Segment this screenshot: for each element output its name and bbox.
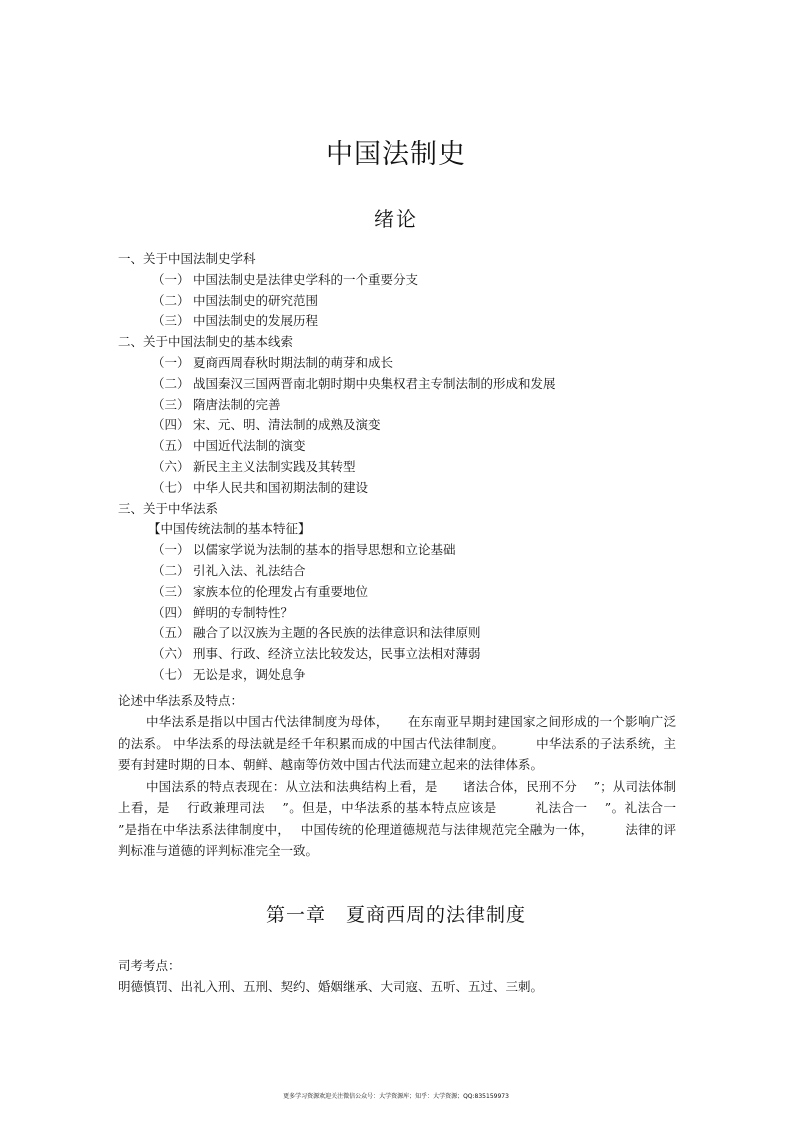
outline-item-text: 引礼入法、礼法结合 xyxy=(193,562,306,578)
outline-item xyxy=(118,519,678,540)
outline-item-text: 中国法制史的发展历程 xyxy=(193,313,319,329)
outline-item-number: （五） xyxy=(152,438,190,454)
outline-item xyxy=(118,395,678,416)
chapter-title: 第一章 夏商西周的法律制度 xyxy=(265,904,526,926)
outline-item-number: （三） xyxy=(152,396,190,412)
outline-item-number: （六） xyxy=(152,646,190,662)
exam-points-heading: 司考考点： xyxy=(118,958,181,973)
outline-item-text: 融合了以汉族为主题的各民族的法律意识和法律原则 xyxy=(193,625,481,641)
outline-item-number: （二） xyxy=(152,375,190,391)
outline-item-number: （五） xyxy=(152,625,190,641)
outline-item-text: 隋唐法制的完善 xyxy=(193,396,281,412)
section-title-introduction: 绪论 xyxy=(374,207,418,231)
outline-item xyxy=(118,478,678,499)
outline-heading xyxy=(118,332,678,353)
exam-points-list: 明德慎罚、出礼入刑、五刑、契约、婚姻继承、大司寇、五听、五过、三刺。 xyxy=(118,979,544,994)
essay-paragraph: 中国法系的特点表现在：从立法和法典结构上看，是 诸法合体，民刑不分 ”；从司法体制上看，是 行政兼理司法 ”。但是，中华法系的基本特点应该是 礼法合一 ”。礼法合一 ”是指在中华法系法律制度中， 中国传统的伦理道德规范与法律规范完全融为一体， 法律的评判标准与道德的评判标准完全一致。 xyxy=(118,778,693,858)
outline-item-text: 一、关于中国法制史学科 xyxy=(118,251,256,266)
outline-item-number: （七） xyxy=(152,479,190,495)
outline-item xyxy=(118,291,678,312)
outline-item-text: 中国近代法制的演变 xyxy=(193,438,306,454)
document-title: 中国法制史 xyxy=(326,139,466,170)
outline-item-text: 以儒家学说为法制的基本的指导思想和立论基础 xyxy=(193,542,456,558)
outline-item xyxy=(118,374,678,395)
outline-item-number: （三） xyxy=(152,583,190,599)
outline-item-number: （二） xyxy=(152,562,190,578)
outline-item-number: （七） xyxy=(152,666,190,682)
outline-heading xyxy=(118,499,678,520)
outline-item-number: （一） xyxy=(152,354,190,370)
outline-item xyxy=(118,582,678,603)
outline-item xyxy=(118,603,678,624)
essay-section xyxy=(118,690,693,862)
outline-item xyxy=(118,644,678,665)
outline-item xyxy=(118,561,678,582)
outline-item-text: 战国秦汉三国两晋南北朝时期中央集权君主专制法制的形成和发展 xyxy=(193,375,556,391)
outline-item-text: 夏商西周春秋时期法制的萌芽和成长 xyxy=(193,354,394,370)
outline-item-number: （一） xyxy=(152,542,190,558)
outline-item-text: 二、关于中国法制史的基本线索 xyxy=(118,334,294,350)
outline-item xyxy=(118,415,678,436)
outline-item xyxy=(118,665,678,686)
outline-item-text: 中华人民共和国初期法制的建设 xyxy=(193,479,369,495)
outline-item-text: 三、关于中华法系 xyxy=(118,500,219,516)
outline-item xyxy=(118,436,678,457)
outline-list xyxy=(118,249,678,686)
outline-item-number: （二） xyxy=(152,292,190,308)
essay-heading: 论述中华法系及特点： xyxy=(118,693,244,708)
outline-heading xyxy=(118,249,678,270)
outline-item-text: 刑事、行政、经济立法比较发达，民事立法相对薄弱 xyxy=(193,646,481,662)
outline-item-number: （一） xyxy=(152,271,190,287)
outline-item xyxy=(118,353,678,374)
outline-item-number: （三） xyxy=(152,313,190,329)
outline-item-text: 新民主主义法制实践及其转型 xyxy=(193,458,356,474)
exam-points-section xyxy=(118,955,678,997)
outline-item-text: 无讼是求，调处息争 xyxy=(193,666,306,682)
outline-item xyxy=(118,540,678,561)
outline-item-number: （四） xyxy=(152,417,190,433)
outline-item-text: 中国法制史是法律史学科的一个重要分支 xyxy=(193,271,419,287)
outline-item xyxy=(118,623,678,644)
essay-paragraph: 中华法系是指以中国古代法律制度为母体， 在东南亚早期封建国家之间形成的一个影响广泛的法系。 中华法系的母法就是经千年积累而成的中国古代法律制度。 中华法系的子法系统，主要有封建时期的日本、朝鲜、越南等仿效中国古代法而建立起来的法律体系。 xyxy=(118,714,676,772)
outline-item-text: 【中国传统法制的基本特征】 xyxy=(148,521,311,537)
outline-item-text: 鲜明的专制特性？ xyxy=(193,604,294,620)
page-footer: 更多学习资源欢迎关注微信公众号：大学资源库；知乎：大学资源；QQ:835159973 xyxy=(283,1093,509,1100)
outline-item-number: （四） xyxy=(152,604,190,620)
outline-item-number: （六） xyxy=(152,458,190,474)
outline-item xyxy=(118,457,678,478)
outline-item-text: 宋、元、明、清法制的成熟及演变 xyxy=(193,417,381,433)
outline-item-text: 中国法制史的研究范围 xyxy=(193,292,319,308)
outline-item-text: 家族本位的伦理发占有重要地位 xyxy=(193,583,369,599)
outline-item xyxy=(118,311,678,332)
outline-item xyxy=(118,270,678,291)
